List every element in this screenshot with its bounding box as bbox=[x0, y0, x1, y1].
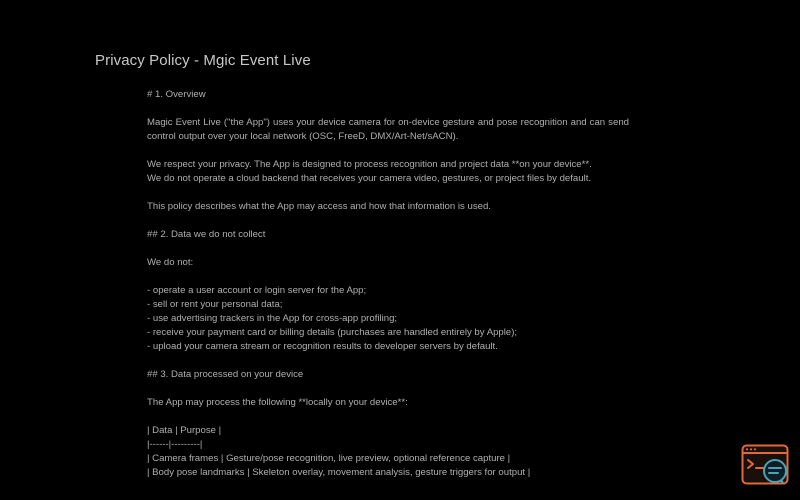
paragraph: We do not: bbox=[147, 257, 194, 268]
section-heading-processed: ## 3. Data processed on your device bbox=[147, 369, 304, 380]
table-divider: |------|---------| bbox=[147, 439, 203, 450]
list-item: - use advertising trackers in the App for cross-app profiling; bbox=[147, 313, 398, 324]
table-row: | Camera frames | Gesture/pose recognition, live preview, optional reference capture | bbox=[147, 453, 511, 464]
table-row: | Body pose landmarks | Skeleton overlay, movement analysis, gesture triggers for output | bbox=[147, 467, 531, 478]
page-title: Privacy Policy - Mgic Event Live bbox=[95, 52, 311, 69]
paragraph: Magic Event Live ("the App") uses your device camera for on-device gesture and pose recognition and can send control output over your local network (OSC, FreeD, DMX/Art-Net/sACN). bbox=[147, 117, 629, 142]
section-heading-not-collect: ## 2. Data we do not collect bbox=[147, 229, 266, 240]
paragraph: The App may process the following **locally on your device**: bbox=[147, 397, 408, 408]
policy-content bbox=[147, 88, 629, 480]
list-item: - sell or rent your personal data; bbox=[147, 299, 283, 310]
list-item: - receive your payment card or billing details (purchases are handled entirely by Apple); bbox=[147, 327, 518, 338]
terminal-chat-icon bbox=[741, 444, 789, 486]
list-item: - upload your camera stream or recognition results to developer servers by default. bbox=[147, 341, 498, 352]
section-heading-overview: # 1. Overview bbox=[147, 89, 206, 100]
list-item: - operate a user account or login server for the App; bbox=[147, 285, 367, 296]
chat-widget-button[interactable] bbox=[741, 444, 789, 486]
paragraph: We respect your privacy. The App is designed to process recognition and project data **on your device**. bbox=[147, 159, 592, 170]
paragraph: This policy describes what the App may access and how that information is used. bbox=[147, 201, 491, 212]
paragraph: We do not operate a cloud backend that receives your camera video, gestures, or project files by default. bbox=[147, 173, 592, 184]
table-header: | Data | Purpose | bbox=[147, 425, 222, 436]
